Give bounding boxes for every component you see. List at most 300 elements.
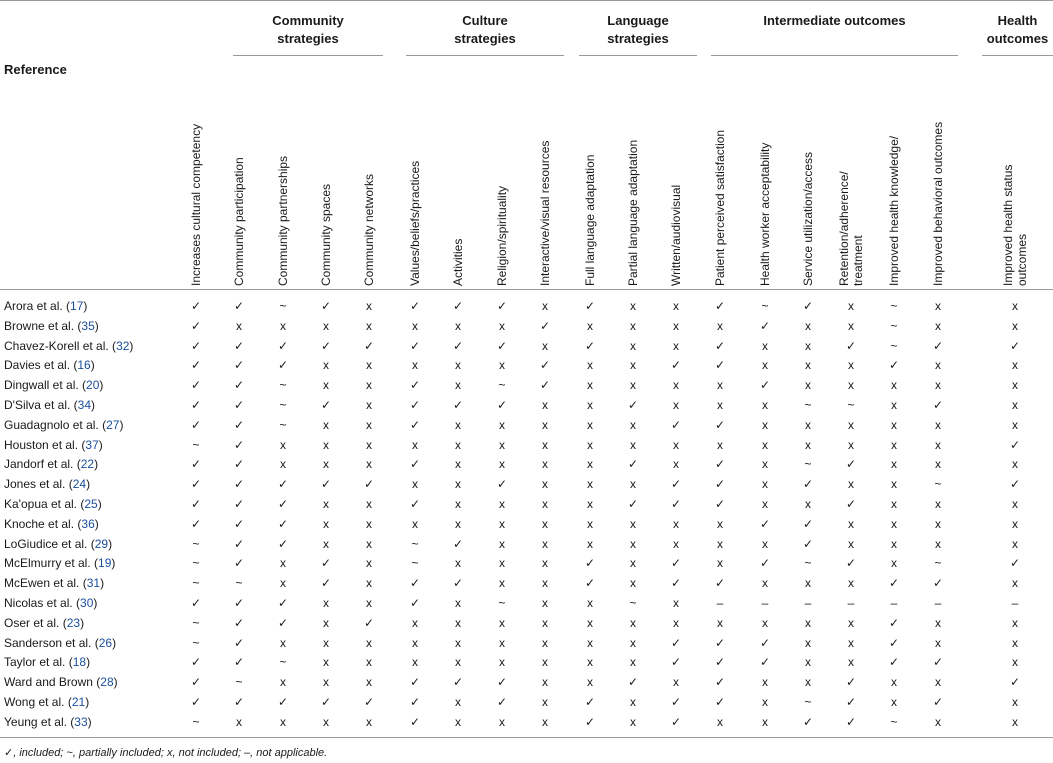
cell-not-included: x bbox=[280, 675, 286, 690]
column-header bbox=[626, 62, 640, 286]
cell-not-included: x bbox=[762, 358, 768, 373]
cell-not-included: x bbox=[935, 299, 941, 313]
cell-not-applicable: – bbox=[716, 596, 724, 610]
cell-included: ✓ bbox=[190, 497, 202, 511]
cell-included: ✓ bbox=[190, 457, 202, 472]
cell-not-included: x bbox=[366, 457, 372, 472]
citation-link[interactable]: 30 bbox=[80, 596, 94, 610]
cell-not-included: x bbox=[891, 437, 897, 452]
cell-not-included: x bbox=[1012, 398, 1018, 412]
cell-included: ✓ bbox=[888, 655, 900, 670]
group-title-line1: Health bbox=[997, 13, 1038, 28]
cell-not-included: x bbox=[630, 477, 636, 492]
cell-included: ✓ bbox=[409, 695, 421, 709]
cell-included: ✓ bbox=[190, 516, 202, 531]
paren-open: ( bbox=[74, 318, 82, 333]
cell-not-included: x bbox=[762, 338, 768, 353]
cell-not-included: x bbox=[366, 655, 372, 670]
paren-open: ( bbox=[79, 576, 87, 591]
cell-not-included: x bbox=[366, 576, 372, 591]
cell-included: ✓ bbox=[320, 338, 332, 353]
cell-not-included: x bbox=[717, 615, 723, 630]
cell-included: ✓ bbox=[452, 299, 464, 313]
column-header-label bbox=[583, 155, 597, 286]
row-reference bbox=[4, 438, 103, 452]
cell-not-included: x bbox=[323, 318, 329, 333]
cell-included: ✓ bbox=[670, 477, 682, 492]
row-reference bbox=[4, 398, 95, 412]
paren-open: ( bbox=[74, 516, 82, 531]
cell-not-included: x bbox=[1012, 695, 1018, 709]
cell-not-included: x bbox=[412, 477, 418, 492]
cell-included: ✓ bbox=[452, 398, 464, 412]
cell-included: ✓ bbox=[1009, 338, 1021, 353]
column-header-label bbox=[189, 124, 203, 286]
cell-not-included: x bbox=[673, 615, 679, 630]
footnote-text: , included; ~, partially included; x, not included; –, not applicable. bbox=[13, 747, 328, 759]
cell-not-included: x bbox=[1012, 536, 1018, 551]
cell-not-included: x bbox=[935, 318, 941, 333]
cell-included: ✓ bbox=[888, 576, 900, 591]
cell-not-included: x bbox=[673, 596, 679, 610]
citation-link[interactable]: 33 bbox=[74, 714, 88, 729]
cell-included: ✓ bbox=[277, 536, 289, 551]
cell-not-included: x bbox=[762, 615, 768, 630]
cell-not-included: x bbox=[673, 338, 679, 353]
cell-not-included: x bbox=[499, 714, 505, 729]
group-header-health bbox=[982, 12, 1053, 48]
row-reference bbox=[4, 477, 90, 491]
cell-not-included: x bbox=[848, 615, 854, 630]
cell-not-included: x bbox=[366, 437, 372, 452]
cell-included: ✓ bbox=[190, 417, 202, 432]
row-reference bbox=[4, 616, 84, 630]
cell-included: ✓ bbox=[233, 457, 245, 472]
cell-included: ✓ bbox=[320, 398, 332, 412]
citation-link[interactable]: 35 bbox=[81, 318, 95, 333]
column-header bbox=[276, 62, 290, 286]
top-rule bbox=[0, 0, 1053, 1]
row-reference bbox=[4, 636, 116, 650]
citation-link[interactable]: 22 bbox=[80, 457, 95, 472]
cell-not-included: x bbox=[542, 477, 548, 492]
cell-included: ✓ bbox=[714, 358, 726, 373]
cell-not-included: x bbox=[542, 516, 548, 531]
paren-close: ) bbox=[108, 536, 113, 551]
cell-included: ✓ bbox=[409, 596, 421, 610]
cell-included: ✓ bbox=[714, 338, 726, 353]
row-reference-name: Dingwall et al. bbox=[4, 378, 79, 393]
row-reference bbox=[4, 556, 115, 570]
cell-not-included: x bbox=[935, 615, 941, 630]
row-reference-name: Houston et al. bbox=[4, 437, 79, 452]
cell-not-included: x bbox=[366, 596, 372, 610]
cell-partial: ~ bbox=[890, 318, 898, 333]
cell-not-included: x bbox=[1012, 497, 1018, 511]
cell-not-included: x bbox=[280, 318, 286, 333]
column-header-line2: treatment bbox=[851, 235, 865, 286]
table-bottom-rule bbox=[0, 737, 1053, 738]
cell-included: ✓ bbox=[496, 398, 508, 412]
paren-close: ) bbox=[111, 556, 116, 571]
cell-not-included: x bbox=[412, 437, 418, 452]
cell-not-included: x bbox=[455, 358, 461, 373]
cell-included: ✓ bbox=[539, 318, 551, 333]
cell-included: ✓ bbox=[452, 338, 464, 353]
cell-not-included: x bbox=[412, 615, 418, 630]
cell-not-included: x bbox=[455, 417, 461, 432]
row-reference-name: LoGiudice et al. bbox=[4, 536, 88, 551]
citation-link[interactable]: 19 bbox=[98, 556, 112, 571]
cell-included: ✓ bbox=[233, 338, 245, 353]
cell-not-included: x bbox=[630, 516, 636, 531]
row-reference bbox=[4, 418, 123, 432]
cell-not-included: x bbox=[280, 714, 286, 729]
cell-not-included: x bbox=[935, 417, 941, 432]
cell-included: ✓ bbox=[714, 497, 726, 511]
citation-link[interactable]: 16 bbox=[77, 358, 91, 373]
cell-included: ✓ bbox=[233, 417, 245, 432]
group-header-culture bbox=[406, 12, 564, 48]
cell-included: ✓ bbox=[190, 299, 202, 313]
cell-not-included: x bbox=[848, 655, 854, 670]
cell-included: ✓ bbox=[670, 417, 682, 432]
paren-open: ( bbox=[66, 714, 75, 729]
cell-included: ✓ bbox=[932, 338, 944, 353]
row-reference-name: Browne et al. bbox=[4, 318, 75, 333]
cell-not-included: x bbox=[323, 417, 329, 432]
column-header bbox=[887, 62, 901, 286]
cell-not-included: x bbox=[891, 536, 897, 551]
cell-not-included: x bbox=[587, 417, 593, 432]
column-header-line1: Health worker acceptability bbox=[758, 142, 772, 286]
cell-not-included: x bbox=[1012, 299, 1018, 313]
column-header bbox=[713, 62, 727, 286]
paren-open: ( bbox=[59, 615, 67, 630]
cell-included: ✓ bbox=[320, 576, 332, 591]
paren-close: ) bbox=[93, 596, 98, 610]
column-header-line1: Written/audiovisual bbox=[669, 184, 683, 286]
cell-not-included: x bbox=[323, 358, 329, 373]
citation-link[interactable]: 26 bbox=[98, 635, 113, 650]
cell-not-included: x bbox=[366, 675, 372, 690]
cell-included: ✓ bbox=[190, 378, 202, 393]
cell-included: ✓ bbox=[627, 457, 639, 472]
column-header bbox=[189, 62, 203, 286]
cell-partial: ~ bbox=[192, 714, 200, 729]
citation-link[interactable]: 37 bbox=[85, 437, 99, 452]
row-reference-name: Ward and Brown bbox=[4, 675, 93, 690]
cell-not-included: x bbox=[499, 536, 505, 551]
cell-included: ✓ bbox=[277, 338, 289, 353]
citation-link[interactable]: 25 bbox=[84, 497, 98, 511]
cell-included: ✓ bbox=[277, 358, 289, 373]
cell-not-included: x bbox=[1012, 318, 1018, 333]
cell-included: ✓ bbox=[888, 358, 900, 373]
row-reference-name: Jandorf et al. bbox=[4, 457, 74, 472]
cell-not-included: x bbox=[935, 497, 941, 511]
cell-not-included: x bbox=[805, 675, 811, 690]
cell-not-included: x bbox=[848, 417, 854, 432]
cell-included: ✓ bbox=[190, 695, 202, 709]
cell-included: ✓ bbox=[363, 338, 375, 353]
cell-not-included: x bbox=[848, 635, 854, 650]
cell-not-included: x bbox=[455, 714, 461, 729]
cell-not-applicable: – bbox=[804, 596, 812, 610]
cell-included: ✓ bbox=[233, 635, 245, 650]
citation-link[interactable]: 27 bbox=[106, 417, 120, 432]
cell-included: ✓ bbox=[932, 398, 944, 412]
cell-not-included: x bbox=[455, 318, 461, 333]
cell-not-included: x bbox=[1012, 358, 1018, 373]
cell-included: ✓ bbox=[409, 398, 421, 412]
community-group-rule bbox=[233, 55, 383, 56]
column-header bbox=[319, 62, 333, 286]
cell-not-included: x bbox=[542, 596, 548, 610]
cell-included: ✓ bbox=[539, 378, 551, 393]
group-title-line2: strategies bbox=[277, 31, 339, 46]
column-header bbox=[931, 62, 945, 286]
cell-included: ✓ bbox=[627, 398, 639, 412]
cell-included: ✓ bbox=[233, 596, 245, 610]
cell-included: ✓ bbox=[277, 477, 289, 492]
group-header-language bbox=[579, 12, 697, 48]
column-header-label bbox=[362, 174, 376, 286]
citation-link[interactable]: 23 bbox=[66, 615, 81, 630]
cell-not-included: x bbox=[280, 576, 286, 591]
cell-included: ✓ bbox=[409, 299, 421, 313]
cell-not-included: x bbox=[1012, 457, 1018, 472]
group-title-line1: Language bbox=[607, 13, 669, 28]
cell-included: ✓ bbox=[452, 675, 464, 690]
cell-partial: ~ bbox=[804, 556, 812, 571]
cell-included: ✓ bbox=[233, 477, 245, 492]
cell-included: ✓ bbox=[496, 695, 508, 709]
cell-not-included: x bbox=[587, 536, 593, 551]
paren-close: ) bbox=[87, 714, 92, 729]
cell-included: ✓ bbox=[277, 596, 289, 610]
cell-included: ✓ bbox=[409, 457, 421, 472]
paren-open: ( bbox=[65, 655, 73, 670]
column-header bbox=[669, 62, 683, 286]
cell-not-included: x bbox=[762, 417, 768, 432]
cell-not-included: x bbox=[673, 318, 679, 333]
cell-not-included: x bbox=[762, 695, 768, 709]
column-header-label bbox=[1001, 165, 1029, 286]
cell-partial: ~ bbox=[411, 556, 419, 571]
cell-included: ✓ bbox=[277, 497, 289, 511]
cell-included: ✓ bbox=[714, 417, 726, 432]
cell-not-included: x bbox=[935, 437, 941, 452]
cell-not-included: x bbox=[542, 299, 548, 313]
column-header-label bbox=[801, 152, 815, 286]
cell-not-included: x bbox=[323, 516, 329, 531]
cell-not-included: x bbox=[455, 596, 461, 610]
cell-not-included: x bbox=[542, 398, 548, 412]
cell-included: ✓ bbox=[496, 477, 508, 492]
paren-open: ( bbox=[87, 536, 95, 551]
cell-included: ✓ bbox=[670, 556, 682, 571]
cell-not-included: x bbox=[366, 417, 372, 432]
cell-included: ✓ bbox=[759, 378, 771, 393]
column-header bbox=[408, 62, 422, 286]
cell-not-included: x bbox=[673, 516, 679, 531]
cell-not-included: x bbox=[323, 675, 329, 690]
paren-open: ( bbox=[92, 675, 101, 690]
citation-link[interactable]: 34 bbox=[77, 398, 92, 412]
group-title-line2: outcomes bbox=[986, 31, 1049, 46]
row-reference bbox=[4, 517, 99, 531]
cell-not-included: x bbox=[630, 635, 636, 650]
cell-included: ✓ bbox=[802, 714, 814, 729]
row-reference bbox=[4, 655, 90, 669]
citation-link[interactable]: 28 bbox=[100, 675, 114, 690]
citation-link[interactable]: 21 bbox=[71, 695, 86, 709]
row-reference bbox=[4, 378, 103, 392]
cell-not-included: x bbox=[542, 437, 548, 452]
cell-not-included: x bbox=[762, 576, 768, 591]
row-reference bbox=[4, 319, 99, 333]
cell-not-included: x bbox=[1012, 615, 1018, 630]
cell-not-included: x bbox=[499, 635, 505, 650]
cell-not-included: x bbox=[805, 378, 811, 393]
cell-included: ✓ bbox=[233, 536, 245, 551]
cell-partial: ~ bbox=[498, 596, 506, 610]
cell-included: ✓ bbox=[363, 477, 375, 492]
cell-included: ✓ bbox=[759, 516, 771, 531]
row-reference-name: Guadagnolo et al. bbox=[4, 417, 99, 432]
citation-link[interactable]: 18 bbox=[72, 655, 87, 670]
paren-close: ) bbox=[86, 655, 91, 670]
column-header-label bbox=[319, 184, 333, 286]
cell-not-included: x bbox=[717, 437, 723, 452]
cell-included: ✓ bbox=[627, 497, 639, 511]
cell-included: ✓ bbox=[233, 437, 245, 452]
language-group-rule bbox=[579, 55, 697, 56]
cell-included: ✓ bbox=[670, 655, 682, 670]
cell-not-included: x bbox=[412, 635, 418, 650]
cell-not-included: x bbox=[366, 378, 372, 393]
cell-included: ✓ bbox=[759, 556, 771, 571]
cell-partial: ~ bbox=[192, 556, 200, 571]
cell-not-included: x bbox=[630, 378, 636, 393]
cell-not-included: x bbox=[630, 338, 636, 353]
paren-open: ( bbox=[64, 695, 72, 709]
cell-partial: ~ bbox=[235, 675, 243, 690]
cell-not-included: x bbox=[499, 318, 505, 333]
citation-link[interactable]: 29 bbox=[94, 536, 109, 551]
cell-not-included: x bbox=[630, 576, 636, 591]
column-header bbox=[801, 62, 815, 286]
row-reference bbox=[4, 537, 112, 551]
cell-included: ✓ bbox=[409, 675, 421, 690]
citation-link[interactable]: 20 bbox=[86, 378, 100, 393]
cell-not-included: x bbox=[542, 497, 548, 511]
cell-not-included: x bbox=[455, 457, 461, 472]
cell-not-included: x bbox=[542, 457, 548, 472]
cell-not-included: x bbox=[935, 675, 941, 690]
cell-not-included: x bbox=[323, 378, 329, 393]
cell-included: ✓ bbox=[627, 675, 639, 690]
cell-not-included: x bbox=[323, 437, 329, 452]
cell-not-included: x bbox=[891, 398, 897, 412]
cell-not-applicable: – bbox=[934, 596, 942, 610]
cell-not-applicable: – bbox=[761, 596, 769, 610]
cell-included: ✓ bbox=[845, 714, 857, 729]
cell-not-included: x bbox=[805, 358, 811, 373]
cell-not-included: x bbox=[587, 358, 593, 373]
cell-included: ✓ bbox=[496, 299, 508, 313]
cell-partial: ~ bbox=[192, 615, 200, 630]
cell-not-included: x bbox=[630, 615, 636, 630]
cell-included: ✓ bbox=[932, 576, 944, 591]
row-reference bbox=[4, 695, 89, 709]
cell-not-included: x bbox=[673, 437, 679, 452]
intermediate-group-rule bbox=[711, 55, 958, 56]
cell-included: ✓ bbox=[714, 457, 726, 472]
cell-not-included: x bbox=[935, 714, 941, 729]
paren-close: ) bbox=[97, 497, 102, 511]
cell-included: ✓ bbox=[233, 556, 245, 571]
paren-open: ( bbox=[73, 457, 81, 472]
cell-not-included: x bbox=[848, 516, 854, 531]
group-title-line1: Community bbox=[272, 13, 344, 28]
cell-not-included: x bbox=[236, 318, 242, 333]
citation-link[interactable]: 36 bbox=[81, 516, 95, 531]
paren-close: ) bbox=[80, 615, 85, 630]
cell-partial: ~ bbox=[192, 576, 200, 591]
citation-link[interactable]: 24 bbox=[72, 477, 87, 492]
citation-link[interactable]: 17 bbox=[70, 299, 84, 313]
row-reference bbox=[4, 339, 133, 353]
citation-link[interactable]: 31 bbox=[86, 576, 101, 591]
row-reference-name: Chavez-Korell et al. bbox=[4, 338, 109, 353]
cell-included: ✓ bbox=[1009, 437, 1021, 452]
header-bottom-rule bbox=[0, 289, 1053, 290]
cell-included: ✓ bbox=[320, 477, 332, 492]
cell-not-included: x bbox=[587, 437, 593, 452]
column-header bbox=[837, 62, 865, 286]
paren-open: ( bbox=[62, 299, 71, 313]
cell-partial: ~ bbox=[804, 398, 812, 412]
cell-not-included: x bbox=[455, 437, 461, 452]
cell-included: ✓ bbox=[277, 695, 289, 709]
cell-not-included: x bbox=[455, 378, 461, 393]
citation-link[interactable]: 32 bbox=[116, 338, 130, 353]
group-title-line2: strategies bbox=[454, 31, 516, 46]
column-header-line1: Retention/adherence/ bbox=[837, 171, 851, 286]
cell-not-included: x bbox=[499, 556, 505, 571]
cell-not-included: x bbox=[805, 615, 811, 630]
cell-not-included: x bbox=[542, 536, 548, 551]
cell-not-included: x bbox=[280, 556, 286, 571]
column-header bbox=[583, 62, 597, 286]
cell-not-included: x bbox=[587, 596, 593, 610]
cell-not-included: x bbox=[366, 497, 372, 511]
paren-close: ) bbox=[91, 398, 96, 412]
cell-included: ✓ bbox=[714, 655, 726, 670]
column-header-line1: Community spaces bbox=[319, 183, 333, 286]
cell-not-included: x bbox=[542, 576, 548, 591]
cell-not-included: x bbox=[891, 457, 897, 472]
cell-not-included: x bbox=[587, 457, 593, 472]
cell-not-included: x bbox=[499, 437, 505, 452]
cell-partial: ~ bbox=[192, 635, 200, 650]
cell-not-included: x bbox=[1012, 516, 1018, 531]
column-header-label bbox=[837, 171, 865, 286]
cell-not-included: x bbox=[717, 536, 723, 551]
cell-partial: ~ bbox=[498, 378, 506, 393]
